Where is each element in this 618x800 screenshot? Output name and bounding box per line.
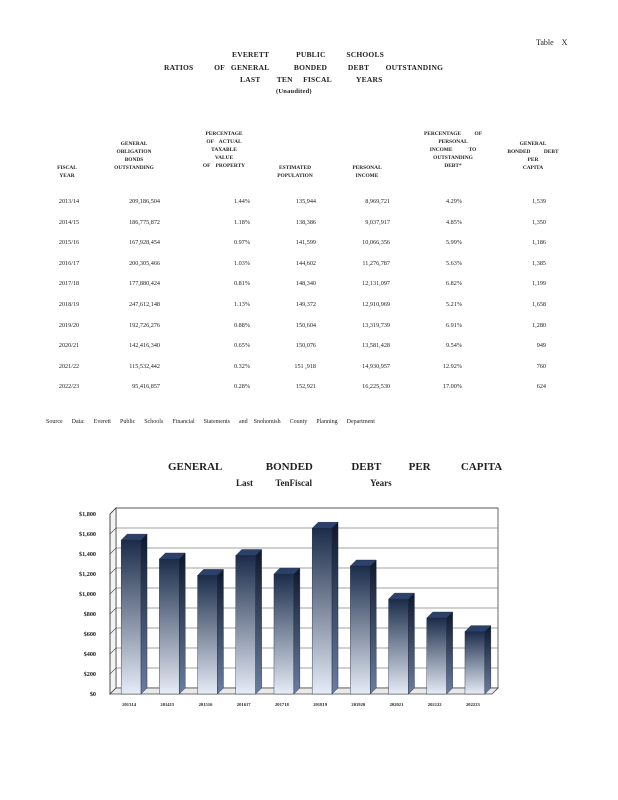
table-cell-pct-property: 0.65% — [234, 342, 250, 350]
table-cell-year: 2020/21 — [58, 342, 80, 350]
bar-side — [408, 593, 414, 694]
bar — [236, 550, 262, 695]
header-estimated-population: ESTIMATED POPULATION — [277, 165, 313, 179]
table-cell-bonds: 247,612,148 — [129, 301, 160, 308]
title-line-1: EVERETT PUBLIC SCHOOLS — [232, 50, 385, 59]
y-tick-label: $800 — [83, 611, 96, 618]
table-cell-per-capita: 1,539 — [532, 198, 546, 205]
table-cell-population: 141,599 — [295, 239, 316, 247]
table-cell-bonds: 192,726,276 — [129, 321, 160, 329]
bar — [389, 593, 415, 694]
table-cell-pct-income: 4.85% — [446, 218, 462, 226]
table-cell-population: 148,340 — [295, 280, 316, 288]
x-tick-label: 201718 — [275, 702, 289, 707]
bar-front — [159, 559, 179, 694]
bar — [312, 522, 338, 694]
bar-front — [465, 632, 485, 694]
bar-side — [332, 522, 338, 694]
table-cell-pct-property: 1.13% — [234, 301, 250, 308]
table-cell-pct-property: 1.03% — [234, 259, 250, 267]
header-general-obligation: GENERAL OBLIGATION BONDS OUTSTANDING — [114, 141, 154, 171]
table-cell-income: 8,969,721 — [365, 198, 390, 205]
header-debt-per-capita: GENERAL BONDED DEBT PER CAPITA — [507, 141, 559, 171]
x-tick-label: 201314 — [122, 702, 136, 707]
title-line-4: (Unaudited) — [276, 88, 312, 95]
bar — [465, 626, 491, 694]
table-cell-pct-income: 5.99% — [446, 239, 462, 247]
bar — [427, 612, 453, 694]
x-tick-label: 201819 — [313, 702, 327, 707]
bar — [274, 568, 300, 694]
table-cell-pct-income: 17.00% — [442, 383, 462, 391]
bar-side — [217, 569, 223, 694]
bar-front — [236, 556, 256, 695]
table-cell-year: 2019/20 — [58, 321, 80, 329]
table-cell-income: 9,037,917 — [365, 218, 390, 226]
table-cell-per-capita: 624 — [536, 383, 546, 391]
table-cell-income: 13,581,428 — [362, 342, 390, 350]
x-axis-ticks — [122, 702, 480, 707]
source-note: Source Data: Everett Public Schools Financial Statements and Snohomish County Planning Department — [46, 419, 375, 425]
table-cell-per-capita: 1,199 — [532, 280, 546, 288]
table-cell-pct-property: 0.81% — [234, 280, 250, 288]
table-cell-pct-property: 0.28% — [234, 383, 250, 391]
x-tick-label: 201920 — [351, 702, 366, 707]
y-tick-label: $0 — [89, 691, 96, 698]
chart-title: GENERAL BONDED DEBT PER CAPITA — [168, 461, 503, 473]
title-line-2: RATIOS OF GENERAL BONDED DEBT OUTSTANDING — [164, 63, 444, 72]
table-label: Table X — [536, 38, 568, 47]
y-tick-label: $1,400 — [78, 551, 96, 558]
table-cell-pct-income: 5.63% — [446, 259, 462, 267]
table-cell-population: 150,604 — [295, 321, 316, 329]
table-cell-bonds: 209,186,504 — [129, 198, 160, 205]
y-tick-label: $1,000 — [78, 591, 96, 598]
bar-side — [370, 560, 376, 694]
bar-side — [256, 550, 262, 695]
bar-side — [485, 626, 491, 694]
chart-left-wall — [110, 508, 116, 694]
x-tick-label: 201415 — [160, 702, 175, 707]
y-axis-ticks — [79, 511, 96, 698]
x-tick-label: 202122 — [427, 702, 442, 707]
table-cell-income: 12,131,097 — [362, 280, 390, 288]
table-cell-year: 2015/16 — [58, 239, 80, 247]
x-tick-label: 201516 — [198, 702, 213, 707]
x-tick-label: 202021 — [389, 702, 404, 707]
y-tick-label: $1,600 — [78, 531, 96, 538]
table-cell-per-capita: 1,280 — [532, 321, 546, 329]
table-cell-pct-income: 12.92% — [442, 362, 462, 370]
bar-side — [141, 534, 147, 694]
table-cell-income: 13,319,739 — [362, 321, 390, 329]
header-percentage-taxable: PERCENTAGE OF ACTUAL TAXABLE VALUE OF PROPERTY — [202, 131, 246, 169]
bar-front — [350, 566, 370, 694]
table-cell-bonds: 115,532,442 — [129, 362, 160, 370]
y-tick-label: $1,200 — [78, 571, 96, 578]
table-cell-bonds: 167,928,454 — [129, 239, 160, 247]
table-cell-per-capita: 760 — [536, 362, 546, 370]
table-cell-population: 149,372 — [295, 301, 316, 308]
table-cell-per-capita: 949 — [536, 342, 546, 350]
bar-front — [389, 599, 409, 694]
table-cell-pct-property: 0.97% — [234, 239, 250, 247]
table-cell-pct-income: 6.91% — [446, 321, 462, 329]
bar-chart — [0, 496, 618, 736]
x-tick-label: 201617 — [236, 702, 251, 707]
table-cell-bonds: 142,416,340 — [129, 342, 160, 350]
y-tick-label: $200 — [83, 671, 96, 678]
table-cell-year: 2022/23 — [58, 383, 80, 391]
table-cell-bonds: 95,416,857 — [132, 383, 160, 391]
header-percentage-personal: PERCENTAGE OF PERSONAL INCOME TO OUTSTANDING DEBT* — [423, 131, 482, 169]
title-line-3: LAST TEN FISCAL YEARS — [240, 75, 383, 84]
bar — [350, 560, 376, 694]
table-cell-population: 138,386 — [295, 218, 316, 226]
table-cell-bonds: 177,880,424 — [129, 280, 160, 288]
bar-front — [274, 574, 294, 694]
table-cell-pct-income: 9.54% — [446, 342, 462, 350]
table-cell-bonds: 186,775,872 — [129, 218, 160, 226]
table-cell-per-capita: 1,186 — [532, 239, 546, 247]
bar-front — [312, 528, 332, 694]
table-cell-year: 2017/18 — [58, 280, 80, 288]
x-tick-label: 202223 — [466, 702, 480, 707]
table-cell-income: 10,066,356 — [362, 239, 390, 247]
table-cell-pct-income: 6.82% — [446, 280, 462, 288]
table-cell-population: 150,076 — [295, 342, 316, 350]
table-cell-year: 2018/19 — [58, 301, 80, 308]
table-cell-year: 2021/22 — [58, 362, 80, 370]
y-tick-label: $400 — [83, 651, 96, 658]
header-fiscal-year: FISCAL YEAR — [57, 165, 77, 179]
table-cell-per-capita: 1,350 — [532, 218, 546, 226]
bar-front — [427, 618, 447, 694]
y-tick-label: $600 — [83, 631, 96, 638]
y-tick-label: $1,800 — [78, 511, 96, 518]
chart-subtitle: Last TenFiscal Years — [236, 478, 392, 488]
table-cell-per-capita: 1,385 — [532, 259, 546, 267]
table-cell-pct-property: 1.44% — [234, 198, 250, 205]
table-cell-income: 12,910,969 — [362, 301, 390, 308]
bar-front — [198, 575, 218, 694]
table-cell-year: 2016/17 — [58, 259, 80, 267]
table-cell-pct-property: 0.88% — [234, 321, 250, 329]
bar — [159, 553, 185, 694]
table-cell-year: 2013/14 — [58, 198, 80, 205]
bar-side — [179, 553, 185, 694]
table-cell-income: 11,276,787 — [362, 259, 390, 267]
table-cell-pct-property: 0.32% — [234, 362, 250, 370]
table-cell-population: 135,944 — [295, 198, 316, 205]
table-cell-income: 14,930,957 — [362, 362, 390, 370]
bar-front — [121, 540, 141, 694]
table-cell-pct-property: 1.18% — [234, 218, 250, 226]
bar — [121, 534, 147, 694]
table-cell-year: 2014/15 — [58, 218, 80, 226]
bar-side — [447, 612, 453, 694]
table-cell-population: 152,921 — [295, 383, 316, 391]
header-personal-income: PERSONAL INCOME — [352, 165, 382, 179]
table-cell-pct-income: 4.29% — [446, 198, 462, 205]
table-cell-pct-income: 5.21% — [446, 301, 462, 308]
bar — [198, 569, 224, 694]
table-cell-population: 151 ,918 — [294, 362, 316, 370]
table-cell-income: 16,225,530 — [362, 383, 390, 391]
table-cell-bonds: 200,305,466 — [129, 259, 160, 267]
bar-side — [294, 568, 300, 694]
table-cell-population: 144,602 — [295, 259, 316, 267]
table-cell-per-capita: 1,658 — [532, 301, 546, 308]
